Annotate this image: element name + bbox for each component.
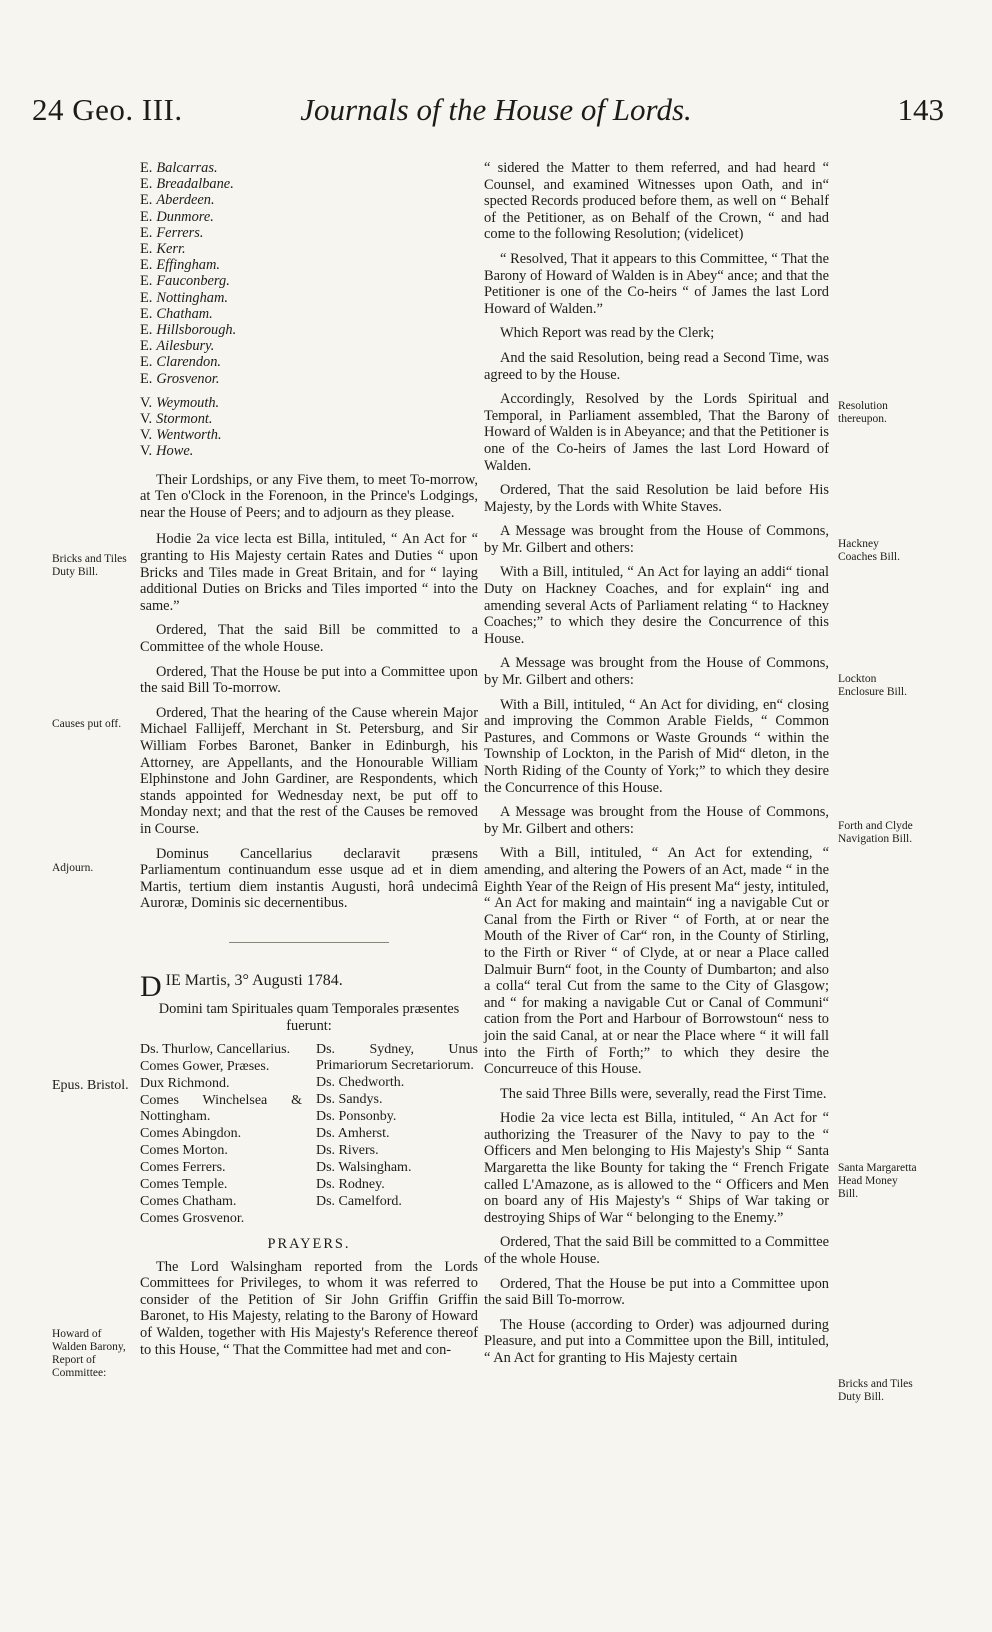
message-lockton: A Message was brought from the House of Commons, by Mr. Gilbert and others: [484,655,829,689]
running-head-title: Journals of the House of Lords. [300,92,692,127]
lord-entry: Comes Temple. [140,1177,228,1193]
message-forth: A Message was brought from the House of Commons, by Mr. Gilbert and others: [484,804,829,837]
lord-entry: Ds. Amherst. [316,1126,390,1142]
santa-margaretta-bill: Hodie 2a vice lecta est Billa, intituled, “ An Act for “ authorizing the Treasurer of the Navy to pay to the “ Officers and Men belonging to His Majesty's Ship “ Santa Margaretta the like Bounty for taking the “ French Frigate called L'Amazone, as is allowed to the “ Officers and Men on board any of His Majesty's “ Ships of War taking or destroying Ships of War “ belonging to the Enemy.” [484,1110,829,1226]
lords-present-list [140,1042,478,1228]
resolution-laid-before: Ordered, That the said Resolution be laid before His Majesty, by the Lords with White Staves. [484,482,829,515]
viscount-entry: V. Wentworth. [140,427,222,444]
running-head-left: 24 Geo. III. [32,92,183,127]
house-adjourned-committee: The House (according to Order) was adjourned during Pleasure, and put into a Committee upon the Bill, intituled, “ An Act for granting to His Majesty certain [484,1316,829,1366]
report-read: Which Report was read by the Clerk; [500,325,715,342]
lord-entry: Comes Winchelsea & Nottingham. [140,1093,302,1125]
lord-entry: Comes Morton. [140,1143,228,1159]
bills-first-reading: The said Three Bills were, severally, read the First Time. [500,1085,827,1102]
margin-note-santa: Santa Margaretta Head Money Bill. [838,1162,917,1200]
margin-note-bricks-right: Bricks and Tiles Duty Bill. [838,1378,913,1403]
causes-paragraph: Ordered, That the hearing of the Cause wherein Major Michael Fallijeff, Merchant in St. Petersburg, and Sir William Forbes Baronet, Banker in Edinburgh, his Attorney, are Appellants, and the Honourable William Elphinstone and John Gardiner, are Respondents, which stands appointed for Wednesday next, be put off to Monday next; and that the rest of the Causes be removed in Course. [140,704,478,837]
forth-bill: With a Bill, intituled, “ An Act for extending, “ amending, and altering the Powers of an Act, made “ in the Eighth Year of the Reign of His present Ma“ jesty, intituled, “ An Act for making and maintain“ ing a navigable Cut or Canal from the Firth or River “ of Forth, at or near the Mouth of the River of Car“ ron, in the County of Stirling, to the Firth or River “ of Clyde, at or near a Place called Dalmuir Burn“ foot, in the County of Dumbarton; and also a colla“ teral Cut from the same to the City of Glasgow; and “ for making a navigable Cut or Canal of Communi“ cation from the Port and Harbour of Borrowstoun“ ness to join the said Canal, at or near the Place where “ it will fall into the Firth of Forth;” to which they desire the Concurreuce of this House. [484,845,829,1078]
lord-entry: Ds. Thurlow, Cancellarius. [140,1042,291,1058]
ordered-tomorrow-paragraph: Ordered, That the House be put into a Committee upon the said Bill To-morrow. [140,663,478,697]
lords-present-left [140,1042,302,1228]
margin-note-epus: Epus. Bristol. [52,1078,129,1093]
sitting-date: D IE Martis, 3° Augusti 1784. [140,969,343,1003]
viscount-entry: V. Stormont. [140,411,213,428]
lord-entry: Ds. Ponsonby. [316,1109,397,1125]
margin-note-forth: Forth and Clyde Navigation Bill. [838,820,913,845]
lord-entry: Comes Abingdon. [140,1126,242,1142]
earl-entry: E. Grosvenor. [140,370,220,387]
margin-note-walden: Howard of Walden Barony, Report of Committee: [52,1328,126,1379]
committee-resolution: “ Resolved, That it appears to this Committee, “ That the Barony of Howard of Walden is in Abey“ ance; and that the Petitioner is one of the Co-heirs “ of James the last Lord Howard of Walden.” [484,250,829,317]
message-hackney: A Message was brought from the House of Commons, by Mr. Gilbert and others: [484,523,829,556]
earl-entry: E. Hillsborough. [140,322,237,339]
margin-note-lockton: Lockton Enclosure Bill. [838,673,907,698]
lord-entry: Ds. Rivers. [316,1143,379,1159]
viscount-entry: V. Howe. [140,443,194,460]
earl-entry: E. Clarendon. [140,354,222,371]
bricks-bill-paragraph: Hodie 2a vice lecta est Billa, intituled, “ An Act for “ granting to His Majesty certain Rates and Duties “ upon Bricks and Tiles made in Great Britain, and for “ laying additional Duties on Bricks and Tiles imported “ into the same.” [140,531,478,614]
earl-entry: E. Effingham. [140,257,220,274]
lord-entry: Dux Richmond. [140,1076,230,1092]
earl-entry: E. Kerr. [140,241,186,258]
viscounts-list [140,395,478,460]
meeting-paragraph: Their Lordships, or any Five them, to meet To-morrow, at Ten o'Clock in the Forenoon, in the Prince's Lodgings, near the House of Peers; and to adjourn as they please. [140,471,478,521]
lord-entry: Ds. Rodney. [316,1177,385,1193]
lord-entry: Comes Ferrers. [140,1160,226,1176]
lords-present-heading: Domini tam Spirituales quam Temporales præsentes fuerunt: [158,1000,460,1034]
left-column [140,160,478,1366]
section-divider [229,942,389,943]
lord-entry: Comes Grosvenor. [140,1211,245,1227]
earls-list [140,160,478,387]
earl-entry: E. Breadalbane. [140,176,234,193]
margin-note-adjourn: Adjourn. [52,862,94,874]
margin-note-resolution: Resolution thereupon. [838,400,888,425]
right-column [484,160,829,1375]
ordered-committee-right: Ordered, That the said Bill be committed to a Committee of the whole House. [484,1234,829,1268]
earl-entry: E. Nottingham. [140,289,228,306]
margin-note-hackney: Hackney Coaches Bill. [838,538,900,563]
lords-present-right [316,1042,478,1228]
margin-note-causes: Causes put off. [52,718,122,730]
earl-entry: E. Chatham. [140,305,213,322]
adjourn-paragraph: Dominus Cancellarius declaravit præsens Parliamentum continuandum esse usque ad et in diem Martis, tertium diem instantis Augusti, horâ undecimâ Auroræ, Dominis sic decernentibus. [140,845,478,912]
resolution-agreed: And the said Resolution, being read a Second Time, was agreed to by the House. [484,349,829,383]
earl-entry: E. Ailesbury. [140,338,215,355]
walden-report-paragraph: The Lord Walsingham reported from the Lords Committees for Privileges, to whom it was referred to consider of the Petition of Sir John Griffin Griffin Baronet, to His Majesty, relating to the Barony of Howard of Walden, together with His Majesty's Reference thereof to this House, “ That the Committee had met and con- [140,1258,478,1358]
lord-entry: Ds. Sandys. [316,1092,383,1108]
lord-entry: Comes Chatham. [140,1194,237,1210]
earl-entry: E. Aberdeen. [140,192,215,209]
lord-entry: Comes Gower, Præses. [140,1059,270,1075]
earl-entry: E. Ferrers. [140,224,204,241]
earl-entry: E. Dunmore. [140,208,214,225]
lord-entry: Ds. Camelford. [316,1194,402,1210]
lord-entry: Ds. Chedworth. [316,1075,405,1091]
date-dropcap: D [140,969,162,1003]
viscount-entry: V. Weymouth. [140,394,220,411]
earl-entry: E. Balcarras. [140,160,218,176]
prayers-heading: PRAYERS. [267,1236,351,1253]
earl-entry: E. Fauconberg. [140,273,230,290]
lord-entry: Ds. Walsingham. [316,1160,412,1176]
ordered-tomorrow-right: Ordered, That the House be put into a Committee upon the said Bill To-morrow. [484,1275,829,1309]
page-number: 143 [897,92,944,127]
margin-note-bricks: Bricks and Tiles Duty Bill. [52,553,127,578]
hackney-bill: With a Bill, intituled, “ An Act for laying an addi“ tional Duty on Hackney Coaches, and for explain“ ing and amending several Acts of Parliament relating “ to Hackney Coaches;” to which they desire the Concurrence of this House. [484,564,829,647]
house-resolution: Accordingly, Resolved by the Lords Spiritual and Temporal, in Parliament assembled, That the Barony of Howard of Walden is in Abeyance; and that the Petitioner is one of the Co-heirs of James the last Lord Howard of Walden. [484,391,829,474]
report-continuation: “ sidered the Matter to them referred, and had heard “ Counsel, and examined Witnesses upon Oath, and in“ spected Records produced before them, as well on “ Behalf of the Petitioner, as on Behalf of the Crown, “ and had come to the following Resolution; (videlicet) [484,160,829,243]
lockton-bill: With a Bill, intituled, “ An Act for dividing, en“ closing and improving the Common Arable Fields, “ Common Pastures, and Commons or Waste Grounds “ within the Township of Lockton, in the Parish of Mid“ dleton, in the North Riding of the County of York;” to which they desire the Concurrence of this House. [484,696,829,796]
lord-entry: Ds. Sydney, Unus Primariorum Secretariorum. [316,1042,478,1074]
ordered-committee-paragraph: Ordered, That the said Bill be committed to a Committee of the whole House. [140,622,478,655]
